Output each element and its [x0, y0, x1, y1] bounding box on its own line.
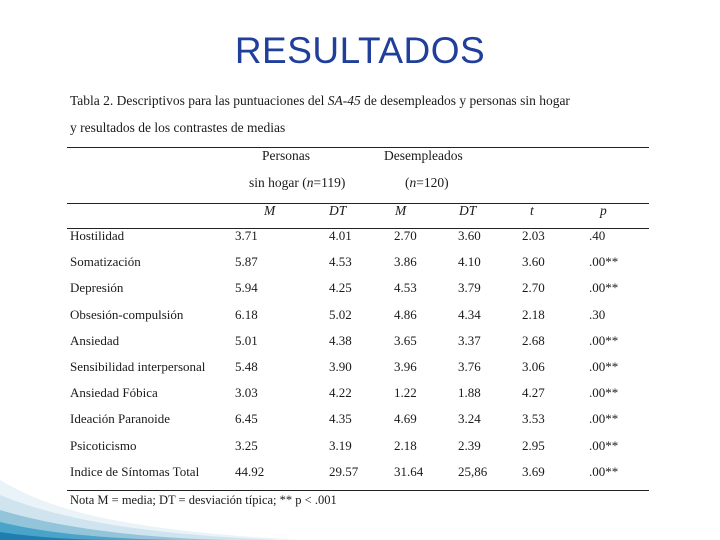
group1-subheader: [249, 175, 345, 191]
row-label: Ansiedad: [70, 332, 120, 348]
top-rule: [67, 147, 649, 148]
cell-t: 2.03: [522, 228, 545, 243]
col-m2: M: [395, 203, 407, 218]
cell-p: .00**: [589, 437, 619, 453]
row-label: Obsesión-compulsión: [70, 306, 184, 322]
cell-p: .00**: [589, 411, 619, 427]
cell-dt1: 5.02: [329, 306, 352, 322]
cell-m1: 5.87: [235, 254, 258, 270]
cell-dt1: 4.38: [329, 332, 352, 348]
group2-n: n: [409, 175, 417, 190]
cell-m2: 1.22: [394, 385, 417, 401]
group1-header: Personas: [262, 148, 310, 163]
cell-m1: 6.45: [235, 411, 258, 427]
table-caption-line1: [70, 93, 570, 109]
cell-dt2: 25,86: [458, 463, 488, 479]
cell-dt1: 4.53: [329, 254, 352, 270]
cell-dt1: 3.19: [329, 437, 352, 453]
caption-instrument: SA-45: [327, 93, 361, 108]
cell-t: 3.53: [522, 411, 545, 427]
cell-t: 2.95: [522, 437, 545, 453]
cell-m2: 4.69: [394, 411, 417, 427]
table-caption-line2: y resultados de los contrastes de medias: [70, 120, 286, 135]
cell-dt2: 2.39: [458, 437, 481, 453]
slide-title: RESULTADOS: [234, 30, 486, 71]
row-label: Ideación Paranoide: [70, 411, 170, 427]
cell-m2: 31.64: [394, 463, 424, 479]
cell-p: .00**: [589, 359, 619, 374]
cell-m2: 2.70: [394, 228, 417, 243]
cell-m2: 4.86: [394, 306, 417, 322]
cell-m2: 3.86: [394, 254, 417, 270]
group2-sub-b: =120): [416, 175, 449, 190]
group1-sub-a: sin hogar (: [249, 175, 307, 190]
group2-header: Desempleados: [384, 148, 463, 163]
group1-n: n: [306, 175, 314, 190]
mid-rule: [67, 203, 649, 204]
cell-t: 3.06: [522, 359, 545, 374]
cell-m1: 5.48: [235, 359, 258, 374]
cell-p: .40: [589, 228, 606, 243]
cell-m1: 3.71: [235, 228, 258, 243]
caption-text-end: de desempleados y personas sin hogar: [360, 93, 570, 108]
cell-t: 4.27: [522, 385, 545, 401]
col-t: t: [530, 203, 534, 218]
cell-dt1: 3.90: [329, 359, 352, 374]
cell-m1: 6.18: [235, 306, 258, 322]
cell-dt1: 4.35: [329, 411, 352, 427]
caption-text: Tabla 2. Descriptivos para las puntuaciones del: [70, 93, 328, 108]
header-bottom-rule: [67, 228, 649, 229]
cell-m2: 3.65: [394, 332, 417, 348]
row-label: Ansiedad Fóbica: [70, 385, 158, 401]
group2-subheader: [405, 175, 449, 191]
cell-t: 3.69: [522, 463, 545, 479]
cell-t: 2.18: [522, 306, 545, 322]
row-label: Depresión: [70, 280, 124, 296]
cell-dt2: 4.10: [458, 254, 481, 270]
cell-dt1: 29.57: [329, 463, 359, 479]
cell-t: 3.60: [522, 254, 545, 270]
col-dt1: DT: [329, 203, 347, 218]
results-table: [67, 88, 649, 510]
row-label: Indice de Síntomas Total: [70, 463, 200, 479]
col-p: p: [600, 203, 607, 218]
cell-m1: 3.03: [235, 385, 258, 401]
cell-p: .00**: [589, 463, 619, 479]
group1-sub-b: =119): [313, 175, 346, 190]
cell-m1: 5.94: [235, 280, 258, 296]
cell-dt2: 3.24: [458, 411, 481, 427]
decorative-swoosh: [0, 450, 300, 540]
cell-p: .00**: [589, 254, 619, 270]
row-label: Somatización: [70, 254, 141, 270]
row-label: Psicoticismo: [70, 437, 137, 453]
cell-p: .00**: [589, 280, 619, 296]
cell-p: .00**: [589, 332, 619, 348]
cell-dt2: 3.60: [458, 228, 481, 243]
cell-dt2: 3.37: [458, 332, 481, 348]
cell-m1: 3.25: [235, 437, 258, 453]
cell-dt1: 4.22: [329, 385, 352, 401]
cell-dt2: 3.76: [458, 359, 481, 374]
group2-sub-a: (: [405, 175, 410, 190]
cell-dt1: 4.01: [329, 228, 352, 243]
cell-p: .00**: [589, 385, 619, 401]
col-m1: M: [264, 203, 276, 218]
cell-dt1: 4.25: [329, 280, 352, 296]
cell-m2: 4.53: [394, 280, 417, 296]
cell-dt2: 1.88: [458, 385, 481, 401]
cell-p: .30: [589, 306, 606, 322]
cell-m2: 3.96: [394, 359, 417, 374]
row-label: Sensibilidad interpersonal: [70, 359, 206, 374]
cell-dt2: 3.79: [458, 280, 481, 296]
cell-dt2: 4.34: [458, 306, 481, 322]
cell-m2: 2.18: [394, 437, 417, 453]
cell-m1: 44.92: [235, 463, 265, 479]
table-note: Nota M = media; DT = desviación típica; ** p < .001: [70, 493, 337, 507]
row-label: Hostilidad: [70, 228, 125, 243]
cell-m1: 5.01: [235, 332, 258, 348]
cell-t: 2.70: [522, 280, 545, 296]
cell-t: 2.68: [522, 332, 545, 348]
col-dt2: DT: [459, 203, 477, 218]
